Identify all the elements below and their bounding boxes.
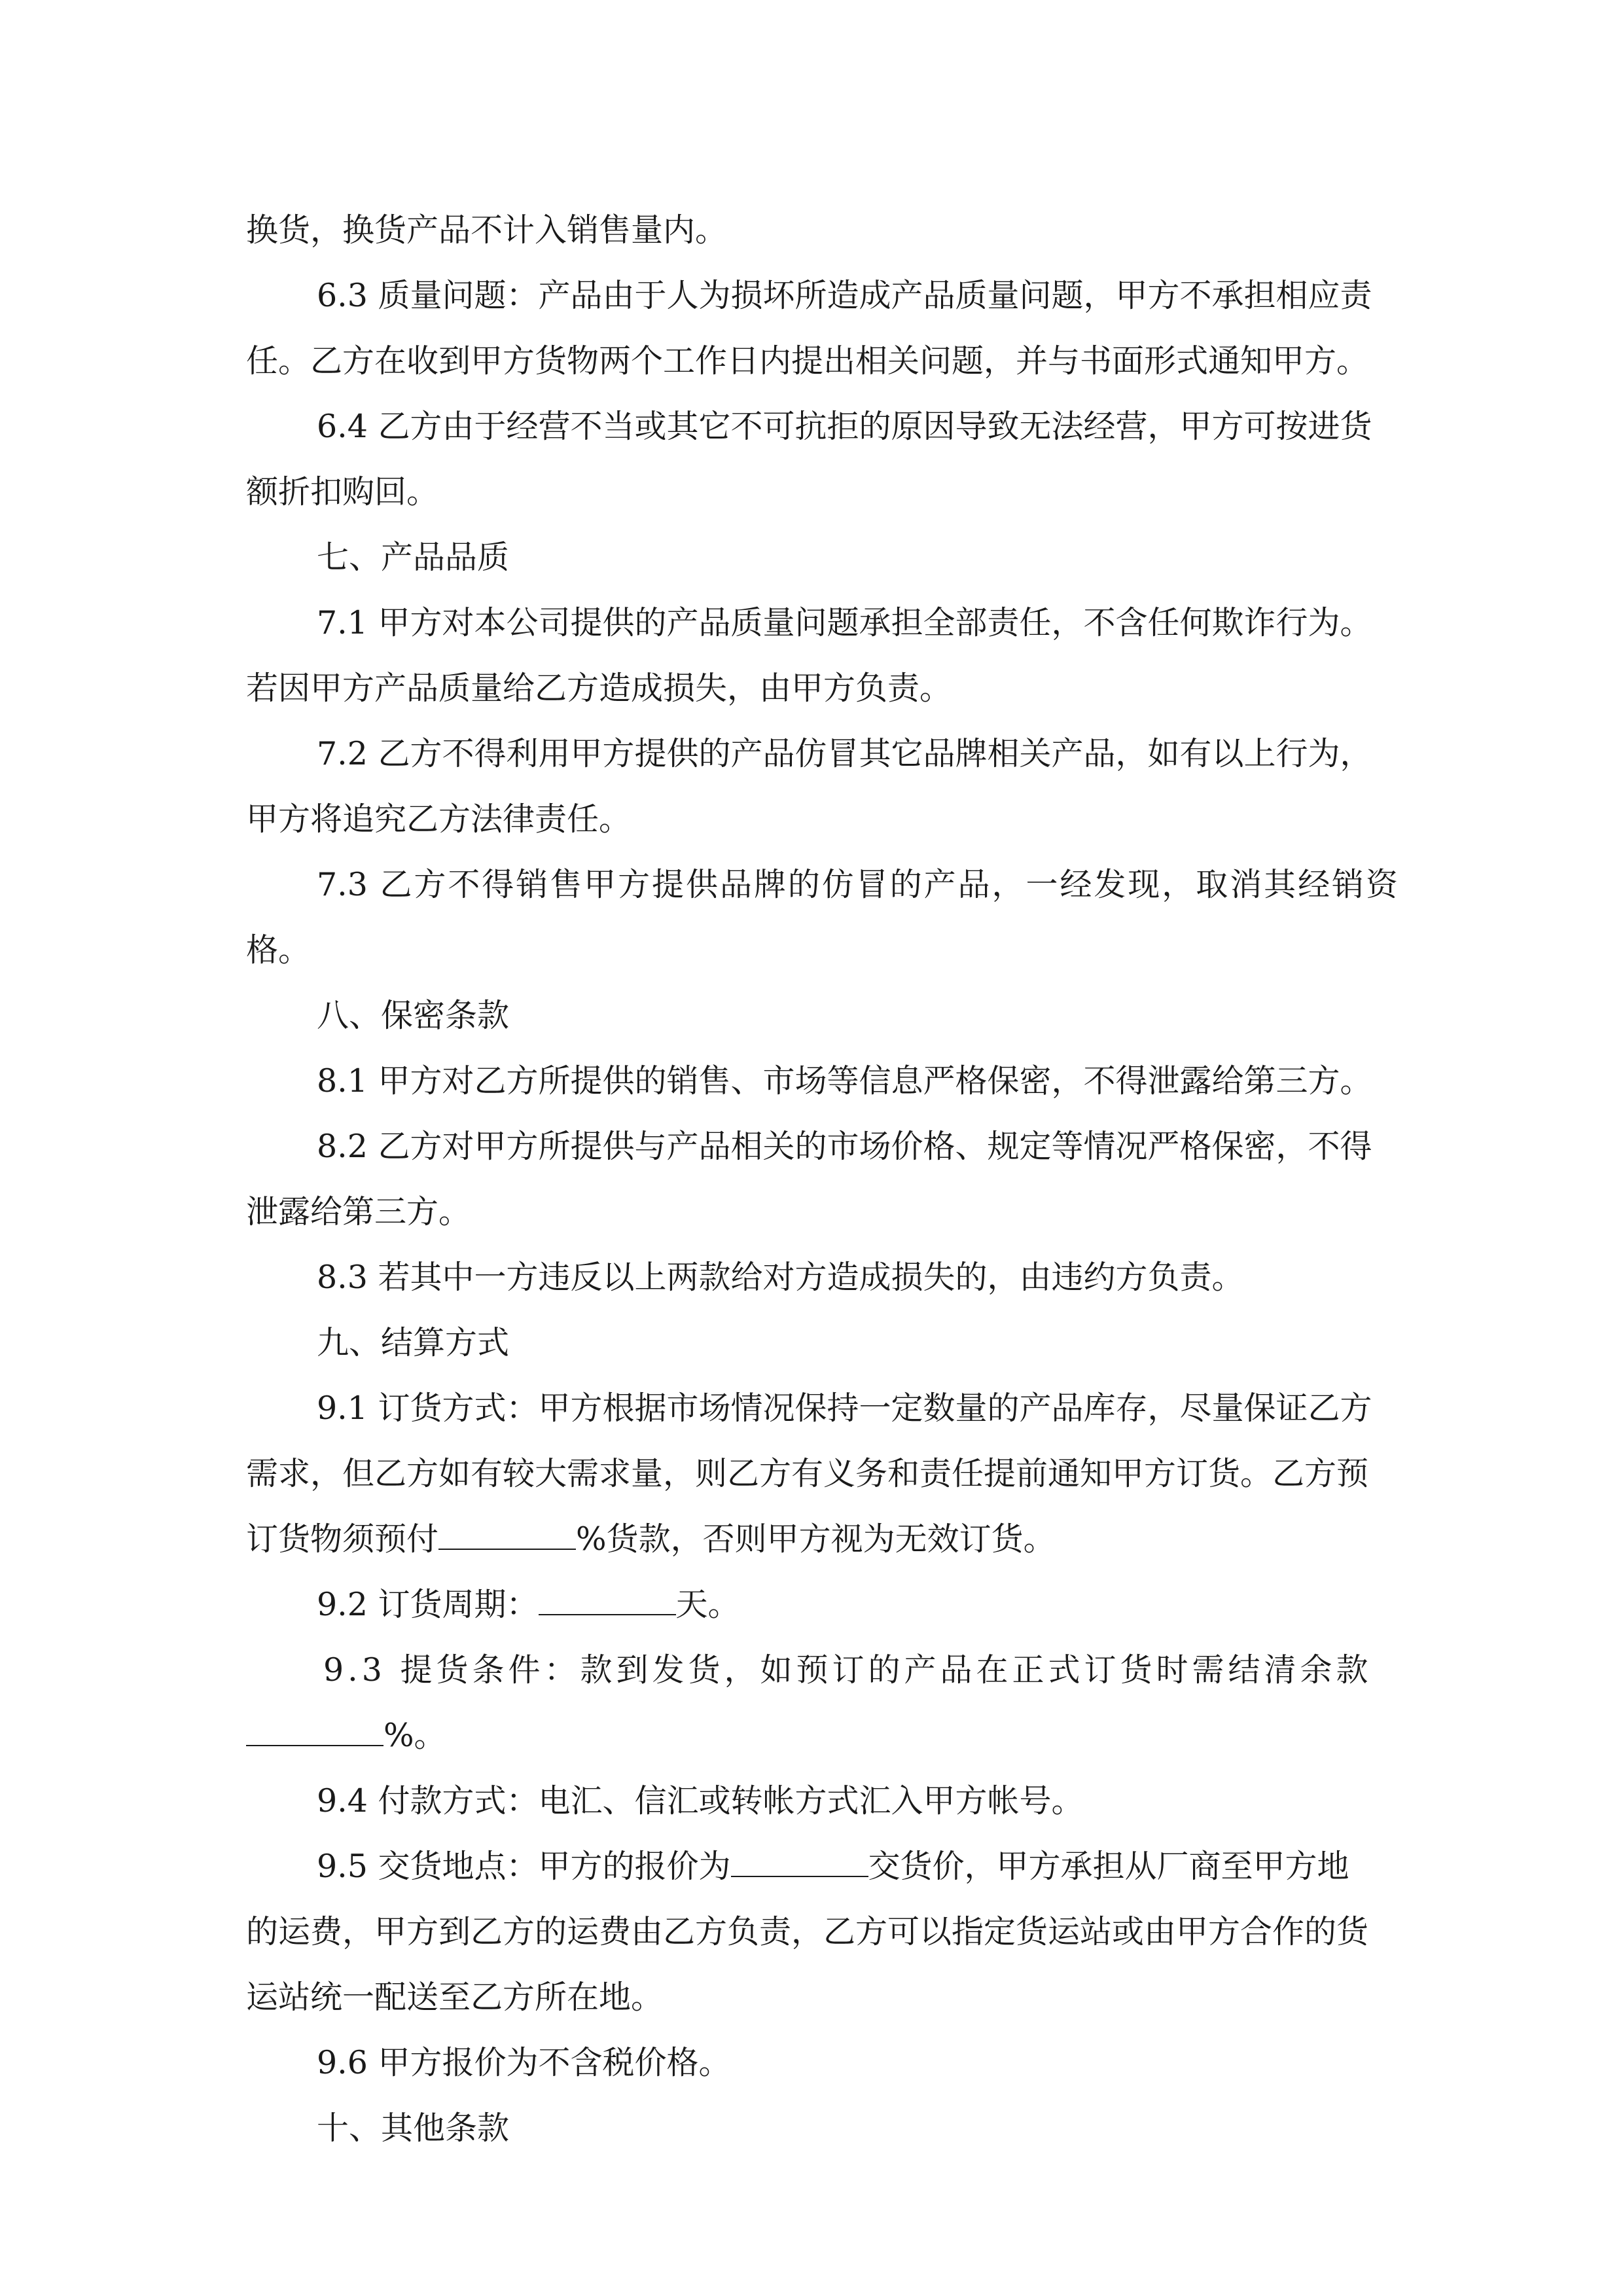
clause-9-1-text-after: %货款，否则甲方视为无效订货。: [576, 1520, 1056, 1558]
clause-9-3-text-after: %。: [383, 1717, 446, 1754]
clause-9-5-text-after: 交货价，甲方承担从厂商至甲方地: [868, 1848, 1349, 1885]
clause-9-5-line-3: 运站统一配送至乙方所在地。: [246, 1979, 664, 2016]
clause-8-1: 8.1 甲方对乙方所提供的销售、市场等信息严格保密，不得泄露给第三方。: [317, 1062, 1372, 1100]
order-period-blank: [539, 1576, 676, 1615]
clause-6-3-line-1: 6.3 质量问题：产品由于人为损坏所造成产品质量问题，甲方不承担相应责: [317, 277, 1372, 314]
clause-6-3-line-2: 任。乙方在收到甲方货物两个工作日内提出相关问题，并与书面形式通知甲方。: [246, 342, 1369, 380]
clause-9-5-text-before: 9.5 交货地点：甲方的报价为: [317, 1848, 731, 1885]
clause-6-4-line-2: 额折扣购回。: [246, 473, 439, 511]
clause-9-5-line-2: 的运费，甲方到乙方的运费由乙方负责，乙方可以指定货运站或由甲方合作的货: [246, 1913, 1369, 1950]
clause-9-4: 9.4 付款方式：电汇、信汇或转帐方式汇入甲方帐号。: [317, 1782, 1084, 1820]
clause-8-2-line-1: 8.2 乙方对甲方所提供与产品相关的市场价格、规定等情况严格保密，不得: [317, 1128, 1372, 1165]
section-heading-10: 十、其他条款: [317, 2109, 510, 2147]
clause-9-3-line-1: 9.3 提货条件：款到发货，如预订的产品在正式订货时需结清余款: [323, 1651, 1372, 1689]
clause-9-2: [246, 1572, 1398, 1638]
clause-8-2-line-2: 泄露给第三方。: [246, 1193, 471, 1230]
delivery-price-blank: [731, 1838, 868, 1877]
clause-7-3: 7.3 乙方不得销售甲方提供品牌的仿冒的产品，一经发现，取消其经销资格。: [246, 866, 1398, 969]
balance-percent-blank: [246, 1707, 383, 1746]
clause-9-1-text-before: 订货物须预付: [246, 1520, 439, 1558]
clause-7-1-line-1: 7.1 甲方对本公司提供的产品质量问题承担全部责任，不含任何欺诈行为。: [317, 604, 1372, 641]
clause-9-5-line-1: [246, 1834, 1398, 1899]
clause-7-2-line-2: 甲方将追究乙方法律责任。: [246, 800, 632, 838]
document-body: [246, 198, 1398, 2161]
clause-9-2-text-after: 天。: [675, 1586, 740, 1623]
prepayment-percent-blank: [438, 1511, 576, 1550]
clause-7-2-line-1: 7.2 乙方不得利用甲方提供的产品仿冒其它品牌相关产品，如有以上行为，: [317, 735, 1372, 772]
clause-9-1-line-1: 9.1 订货方式：甲方根据市场情况保持一定数量的产品库存，尽量保证乙方: [317, 1390, 1372, 1427]
section-heading-9: 九、结算方式: [317, 1324, 510, 1361]
clause-9-3-line-2: [246, 1703, 1398, 1768]
clause-9-2-text-before: 9.2 订货周期：: [317, 1586, 539, 1623]
clause-7-1-line-2: 若因甲方产品质量给乙方造成损失，由甲方负责。: [246, 670, 952, 707]
clause-8-3: 8.3 若其中一方违反以上两款给对方造成损失的，由违约方负责。: [317, 1259, 1244, 1296]
clause-9-6: 9.6 甲方报价为不含税价格。: [317, 2044, 731, 2081]
text-line: 换货，换货产品不计入销售量内。: [246, 211, 728, 249]
clause-9-1-line-3: [246, 1507, 1398, 1572]
section-heading-7: 七、产品品质: [317, 539, 510, 576]
clause-6-4-line-1: 6.4 乙方由于经营不当或其它不可抗拒的原因导致无法经营，甲方可按进货: [317, 408, 1372, 445]
section-heading-8: 八、保密条款: [317, 997, 510, 1034]
clause-9-1-line-2: 需求，但乙方如有较大需求量，则乙方有义务和责任提前通知甲方订货。乙方预: [246, 1455, 1369, 1492]
